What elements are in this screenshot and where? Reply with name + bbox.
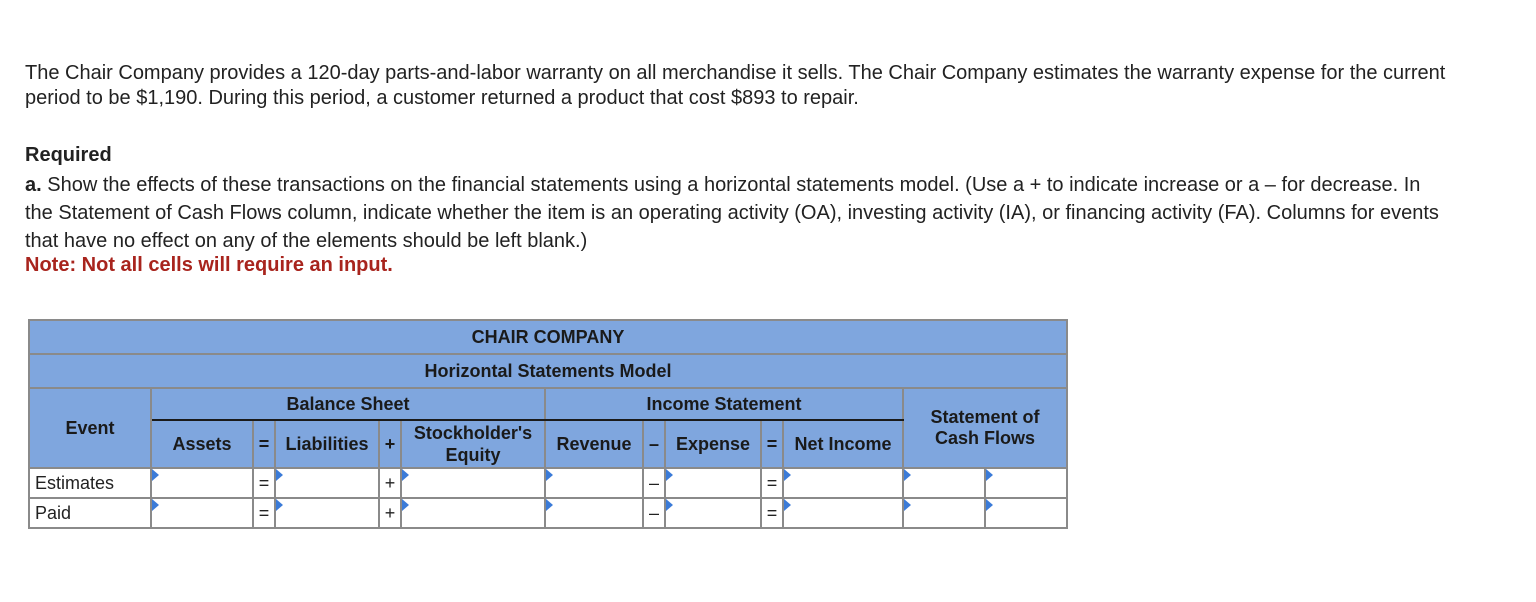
net-income-input[interactable] (783, 468, 903, 498)
cash-flow-activity-select[interactable] (985, 498, 1067, 528)
cash-flow-activity-select[interactable] (985, 468, 1067, 498)
plus-sign: + (379, 468, 401, 498)
liabilities-input[interactable] (275, 498, 379, 528)
plus-sign: + (379, 498, 401, 528)
assets-header: Assets (151, 420, 253, 468)
net-income-header: Net Income (783, 420, 903, 468)
equity-input[interactable] (401, 468, 545, 498)
assets-input[interactable] (151, 468, 253, 498)
net-income-input[interactable] (783, 498, 903, 528)
cash-flow-amount-input[interactable] (903, 468, 985, 498)
equals-sign: = (761, 468, 783, 498)
equals-sign: = (253, 498, 275, 528)
balance-sheet-header: Balance Sheet (151, 388, 545, 420)
company-name: CHAIR COMPANY (29, 320, 1067, 354)
revenue-input[interactable] (545, 498, 643, 528)
table-row (29, 468, 1067, 498)
required-heading: Required (25, 144, 112, 166)
note-text: Note: Not all cells will require an input. (25, 254, 393, 276)
equity-header: Stockholder's Equity (401, 420, 545, 468)
header-equals-sign: = (761, 420, 783, 468)
expense-header: Expense (665, 420, 761, 468)
event-header: Event (29, 388, 151, 468)
requirement-text (25, 171, 1445, 255)
table-row (29, 498, 1067, 528)
expense-input[interactable] (665, 468, 761, 498)
revenue-header: Revenue (545, 420, 643, 468)
header-minus-sign: – (643, 420, 665, 468)
header-equals-sign: = (253, 420, 275, 468)
income-statement-header: Income Statement (545, 388, 903, 420)
cash-flow-amount-input[interactable] (903, 498, 985, 528)
revenue-input[interactable] (545, 468, 643, 498)
liabilities-input[interactable] (275, 468, 379, 498)
requirement-label: a. (25, 174, 42, 196)
equity-input[interactable] (401, 498, 545, 528)
table-subtitle: Horizontal Statements Model (29, 354, 1067, 388)
requirement-body: Show the effects of these transactions on the financial statements using a horizontal statements model. (Use a + to indicate increase or a – for decrease. In the Statement of Cash Flows column, indicate whether the item is an operating activity (OA), investing activity (IA), or financing activity (FA). Columns for events that have no effect on any of the elements should be left blank.) (25, 174, 1439, 252)
expense-input[interactable] (665, 498, 761, 528)
header-plus-sign: + (379, 420, 401, 468)
minus-sign: – (643, 468, 665, 498)
equals-sign: = (761, 498, 783, 528)
minus-sign: – (643, 498, 665, 528)
event-label: Estimates (29, 468, 151, 498)
event-label: Paid (29, 498, 151, 528)
assets-input[interactable] (151, 498, 253, 528)
liabilities-header: Liabilities (275, 420, 379, 468)
problem-statement: The Chair Company provides a 120-day parts-and-labor warranty on all merchandise it sells. The Chair Company estimates the warranty expense for the current period to be $1,190. During this period, a customer returned a product that cost $893 to repair. (25, 62, 1446, 109)
equals-sign: = (253, 468, 275, 498)
cash-flows-header: Statement of Cash Flows (903, 388, 1067, 468)
horizontal-statements-table (28, 319, 1068, 529)
